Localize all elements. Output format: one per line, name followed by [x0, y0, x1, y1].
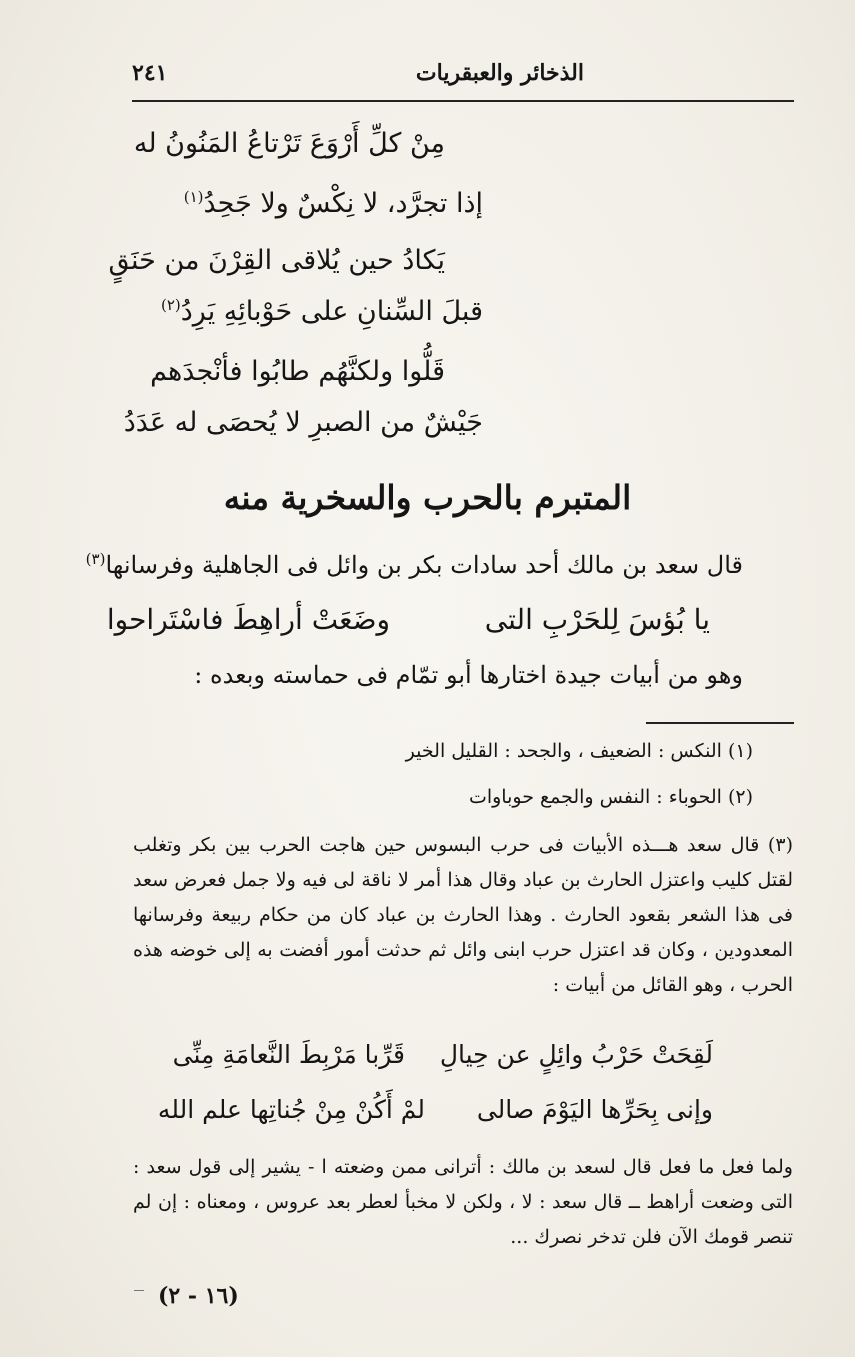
footnote-verse-2a: لمْ أَكُنْ مِنْ جُناتِها علم الله: [157, 1095, 425, 1124]
footnote-2: (٢) الحوباء : النفس والجمع حوباوات: [468, 786, 753, 808]
footnote-verse-1a: قَرِّبا مَرْبِطَ النَّعامَةِ مِنِّى: [172, 1040, 405, 1069]
section-outro: وهو من أبيات جيدة اختارها أبو تمّام فى حماسته وبعده :: [194, 661, 743, 689]
page-header: [132, 58, 794, 98]
section-intro: قال سعد بن مالك أحد سادات بكر بن وائل فى الجاهلية وفرسانها$^{(٣)}$: [85, 550, 743, 579]
poem-verse-3: يَكادُ حين يُلاقى القِرْنَ من حَنَقٍ: [108, 245, 445, 276]
poem-verse-6: جَيْشٌ من الصبرِ لا يُحصَى له عَدَدُ: [123, 407, 483, 438]
printer-signature: (١٦ - ٢): [158, 1283, 239, 1309]
footnote-3: (٣) قال سعد هـــذه الأبيات فى حرب البسوس حين هاجت الحرب بين بكر وتغلب لقتل كليب واعتزل الحارث بن عباد وقال هذا أمر لا ناقة لى فيه ولا جمل فعرض سعد فى هذا الشعر بقعود الحارث . وهذا الحارث بن عباد كان من حكام ربيعة وفرسانها المعدودين ، وكان قد اعتزل حرب ابنى وائل ثم حدثت أمور أفضت به إلى خوضه هذه الحرب ، وهو القائل من أبيات :: [133, 834, 793, 996]
poem-verse-5: قَلُّوا ولكنَّهُم طابُوا فأنْجدَهم: [150, 356, 445, 387]
verse-hemistich-1: يا بُؤسَ لِلحَرْبِ التى: [484, 603, 710, 636]
section-heading: المتبرم بالحرب والسخرية منه: [223, 478, 632, 517]
poem-verse-4: قبلَ السِّنانِ على حَوْبائِهِ يَرِدُ$^{(٢)}$: [161, 296, 483, 327]
poem-verse-2: إذا تجرَّد، لا نِكْسٌ ولا جَحِدُ$^{(١)}$: [183, 188, 483, 219]
header-rule: [132, 100, 794, 102]
footnotes-rule: [646, 722, 794, 724]
footnote-marker-3: (٣): [85, 550, 106, 568]
signature-dash: [134, 1290, 144, 1291]
page-number: ٢٤١: [132, 60, 168, 86]
footnote-4: ولما فعل ما فعل قال لسعد بن مالك : أترانى ممن وضعته ا - يشير إلى قول سعد : التى وضعت أراهط ــ قال سعد : لا ، ولكن لا مخبأ لعطر بعد عروس ، ومعناه : إن لم تنصر قومك الآن فلن تدخر نصرك ...: [133, 1156, 793, 1248]
footnote-verse-2b: وإنى بِحَرِّها اليَوْمَ صالى: [476, 1095, 713, 1124]
running-title: الذخائر والعبقريات: [415, 60, 584, 86]
footnote-1: (١) النكس : الضعيف ، والجحد : القليل الخير: [405, 740, 753, 762]
verse-hemistich-2: وضَعَتْ أراهِطَ فاسْتَراحوا: [106, 603, 390, 636]
footnote-marker-2: (٢): [161, 296, 181, 314]
footnote-marker-1: (١): [183, 188, 204, 206]
footnote-verse-1b: لَقِحَتْ حَرْبُ وائِلٍ عن حِيالِ: [439, 1040, 713, 1069]
poem-verse-1: مِنْ كلِّ أَرْوَعَ تَرْتاعُ المَنُونُ له: [133, 128, 445, 159]
